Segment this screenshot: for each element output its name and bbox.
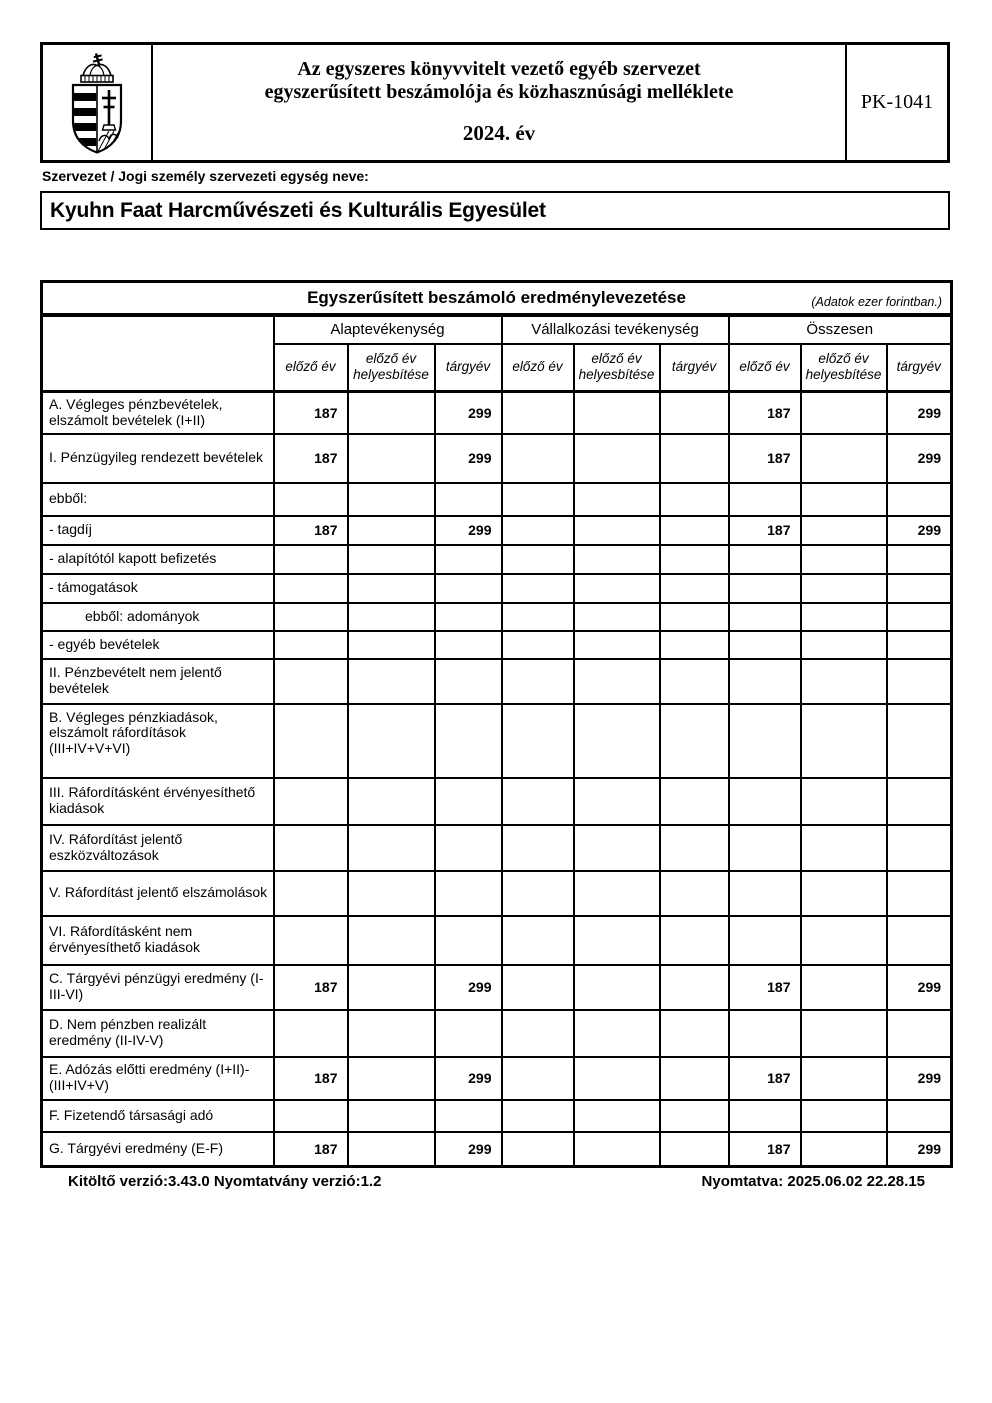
form-title-block bbox=[153, 45, 845, 160]
value-cell: 187 bbox=[274, 965, 348, 1010]
value-cell bbox=[574, 659, 660, 704]
table-row bbox=[42, 965, 952, 1010]
value-cell: 299 bbox=[435, 965, 502, 1010]
value-cell bbox=[274, 825, 348, 871]
value-cell bbox=[502, 1100, 574, 1132]
value-cell bbox=[435, 916, 502, 965]
value-cell bbox=[502, 545, 574, 574]
value-cell bbox=[348, 965, 435, 1010]
column-subheader: tárgyév bbox=[887, 344, 952, 392]
table-row bbox=[42, 1100, 952, 1132]
value-cell bbox=[348, 545, 435, 574]
value-cell bbox=[502, 1132, 574, 1167]
value-cell bbox=[502, 434, 574, 483]
value-cell: 187 bbox=[274, 1132, 348, 1167]
table-row bbox=[42, 704, 952, 778]
value-cell bbox=[574, 825, 660, 871]
value-cell bbox=[574, 871, 660, 916]
value-cell bbox=[348, 603, 435, 631]
value-cell bbox=[574, 545, 660, 574]
value-cell bbox=[729, 659, 801, 704]
value-cell bbox=[729, 916, 801, 965]
table-title: Egyszerűsített beszámoló eredménylevezetése bbox=[307, 287, 686, 307]
value-cell bbox=[660, 1132, 729, 1167]
form-title-line1: Az egyszeres könyvvitelt vezető egyéb szervezet bbox=[297, 58, 701, 80]
value-cell bbox=[574, 603, 660, 631]
value-cell bbox=[660, 631, 729, 659]
row-label: II. Pénzbevételt nem jelentő bevételek bbox=[42, 659, 274, 704]
value-cell bbox=[502, 631, 574, 659]
column-group-alaptevekenyseg: Alaptevékenység bbox=[274, 315, 502, 344]
value-cell: 299 bbox=[887, 516, 952, 545]
value-cell bbox=[801, 916, 887, 965]
row-label: E. Adózás előtti eredmény (I+II)-(III+IV+V) bbox=[42, 1057, 274, 1100]
value-cell bbox=[887, 1010, 952, 1057]
value-cell: 299 bbox=[435, 1132, 502, 1167]
value-cell: 187 bbox=[729, 1057, 801, 1100]
value-cell bbox=[801, 1010, 887, 1057]
value-cell bbox=[348, 1010, 435, 1057]
value-cell bbox=[801, 704, 887, 778]
value-cell bbox=[729, 871, 801, 916]
value-cell: 299 bbox=[887, 1057, 952, 1100]
value-cell bbox=[660, 545, 729, 574]
value-cell bbox=[502, 1057, 574, 1100]
row-label: I. Pénzügyileg rendezett bevételek bbox=[42, 434, 274, 483]
value-cell bbox=[348, 392, 435, 434]
value-cell bbox=[801, 871, 887, 916]
value-cell bbox=[660, 871, 729, 916]
value-cell bbox=[348, 1132, 435, 1167]
column-group-row bbox=[42, 315, 952, 344]
value-cell bbox=[574, 1010, 660, 1057]
value-cell: 299 bbox=[435, 434, 502, 483]
value-cell bbox=[502, 871, 574, 916]
value-cell: 299 bbox=[435, 1057, 502, 1100]
value-cell bbox=[729, 1100, 801, 1132]
value-cell bbox=[729, 1010, 801, 1057]
value-cell bbox=[801, 1100, 887, 1132]
column-subheader: előző év helyesbítése bbox=[348, 344, 435, 392]
value-cell bbox=[348, 704, 435, 778]
value-cell: 299 bbox=[887, 1132, 952, 1167]
value-cell bbox=[660, 704, 729, 778]
value-cell: 187 bbox=[729, 392, 801, 434]
value-cell bbox=[348, 1057, 435, 1100]
value-cell bbox=[435, 871, 502, 916]
value-cell bbox=[274, 916, 348, 965]
table-row bbox=[42, 825, 952, 871]
row-label: G. Tárgyévi eredmény (E-F) bbox=[42, 1132, 274, 1167]
value-cell: 187 bbox=[274, 516, 348, 545]
value-cell bbox=[801, 545, 887, 574]
value-cell: 187 bbox=[729, 965, 801, 1010]
row-label: - tagdíj bbox=[42, 516, 274, 545]
value-cell bbox=[502, 1010, 574, 1057]
value-cell bbox=[660, 778, 729, 825]
table-row bbox=[42, 871, 952, 916]
value-cell: 187 bbox=[274, 434, 348, 483]
print-timestamp: Nyomtatva: 2025.06.02 22.28.15 bbox=[701, 1173, 925, 1190]
value-cell bbox=[660, 516, 729, 545]
value-cell bbox=[435, 704, 502, 778]
value-cell: 187 bbox=[274, 1057, 348, 1100]
form-title-line2: egyszerűsített beszámolója és közhasznúsági melléklete bbox=[264, 81, 734, 103]
org-name: Kyuhn Faat Harcművészeti és Kulturális Egyesület bbox=[50, 198, 546, 222]
value-cell bbox=[729, 574, 801, 603]
value-cell bbox=[502, 659, 574, 704]
value-cell bbox=[801, 483, 887, 516]
table-row bbox=[42, 1132, 952, 1167]
table-row bbox=[42, 603, 952, 631]
value-cell bbox=[729, 483, 801, 516]
value-cell bbox=[435, 825, 502, 871]
value-cell bbox=[729, 603, 801, 631]
value-cell bbox=[887, 704, 952, 778]
form-header bbox=[40, 42, 950, 163]
value-cell bbox=[435, 659, 502, 704]
value-cell bbox=[729, 778, 801, 825]
value-cell bbox=[502, 603, 574, 631]
unit-note: (Adatok ezer forintban.) bbox=[811, 294, 943, 309]
value-cell bbox=[574, 1100, 660, 1132]
value-cell bbox=[348, 916, 435, 965]
column-subheader: előző év helyesbítése bbox=[801, 344, 887, 392]
table-row bbox=[42, 1010, 952, 1057]
value-cell bbox=[887, 1100, 952, 1132]
value-cell bbox=[274, 871, 348, 916]
column-subheader: előző év bbox=[729, 344, 801, 392]
value-cell bbox=[502, 392, 574, 434]
value-cell bbox=[274, 1010, 348, 1057]
value-cell bbox=[274, 631, 348, 659]
row-label: C. Tárgyévi pénzügyi eredmény (I-III-VI) bbox=[42, 965, 274, 1010]
row-label: A. Végleges pénzbevételek, elszámolt bevételek (I+II) bbox=[42, 392, 274, 434]
results-table bbox=[40, 280, 953, 1168]
value-cell bbox=[801, 516, 887, 545]
value-cell bbox=[574, 965, 660, 1010]
value-cell bbox=[660, 1010, 729, 1057]
value-cell bbox=[348, 483, 435, 516]
coat-of-arms-icon bbox=[57, 51, 137, 155]
row-label: F. Fizetendő társasági adó bbox=[42, 1100, 274, 1132]
value-cell bbox=[887, 825, 952, 871]
org-name-box bbox=[40, 191, 950, 230]
row-label: IV. Ráfordítást jelentő eszközváltozások bbox=[42, 825, 274, 871]
column-subheader: tárgyév bbox=[435, 344, 502, 392]
row-label: B. Végleges pénzkiadások, elszámolt ráfordítások (III+IV+V+VI) bbox=[42, 704, 274, 778]
value-cell bbox=[574, 1132, 660, 1167]
value-cell bbox=[435, 1010, 502, 1057]
value-cell bbox=[887, 603, 952, 631]
row-label: V. Ráfordítást jelentő elszámolások bbox=[42, 871, 274, 916]
value-cell: 187 bbox=[729, 516, 801, 545]
row-label: ebből: adományok bbox=[42, 603, 274, 631]
table-row bbox=[42, 392, 952, 434]
value-cell bbox=[435, 574, 502, 603]
value-cell bbox=[887, 545, 952, 574]
value-cell bbox=[274, 704, 348, 778]
value-cell bbox=[574, 631, 660, 659]
value-cell bbox=[348, 1100, 435, 1132]
value-cell bbox=[887, 483, 952, 516]
table-row bbox=[42, 778, 952, 825]
value-cell bbox=[435, 545, 502, 574]
value-cell bbox=[887, 871, 952, 916]
value-cell bbox=[502, 778, 574, 825]
value-cell bbox=[660, 574, 729, 603]
value-cell bbox=[729, 825, 801, 871]
value-cell bbox=[502, 574, 574, 603]
value-cell bbox=[660, 434, 729, 483]
value-cell bbox=[348, 516, 435, 545]
value-cell bbox=[801, 965, 887, 1010]
value-cell bbox=[435, 603, 502, 631]
value-cell bbox=[887, 659, 952, 704]
value-cell bbox=[660, 825, 729, 871]
coat-of-arms-logo bbox=[43, 45, 153, 160]
row-label: III. Ráfordításként érvényesíthető kiadások bbox=[42, 778, 274, 825]
value-cell bbox=[660, 1100, 729, 1132]
table-row bbox=[42, 574, 952, 603]
value-cell bbox=[574, 483, 660, 516]
version-info: Kitöltő verzió:3.43.0 Nyomtatvány verzió:1.2 bbox=[68, 1173, 382, 1190]
value-cell bbox=[801, 434, 887, 483]
column-subheader: előző év bbox=[502, 344, 574, 392]
value-cell bbox=[801, 631, 887, 659]
table-title-row bbox=[42, 282, 952, 315]
value-cell bbox=[348, 659, 435, 704]
table-row bbox=[42, 545, 952, 574]
value-cell bbox=[348, 631, 435, 659]
value-cell bbox=[574, 916, 660, 965]
value-cell bbox=[348, 434, 435, 483]
column-group-osszesen: Összesen bbox=[729, 315, 952, 344]
value-cell: 299 bbox=[435, 392, 502, 434]
org-name-label: Szervezet / Jogi személy szervezeti egység neve: bbox=[42, 168, 369, 184]
value-cell: 299 bbox=[887, 965, 952, 1010]
corner-cell bbox=[42, 315, 274, 392]
value-cell bbox=[274, 483, 348, 516]
value-cell bbox=[660, 1057, 729, 1100]
value-cell bbox=[274, 574, 348, 603]
value-cell bbox=[502, 965, 574, 1010]
value-cell bbox=[274, 603, 348, 631]
value-cell bbox=[348, 825, 435, 871]
value-cell bbox=[502, 516, 574, 545]
value-cell: 299 bbox=[435, 516, 502, 545]
value-cell bbox=[574, 574, 660, 603]
value-cell bbox=[729, 704, 801, 778]
value-cell bbox=[435, 1100, 502, 1132]
row-label: ebből: bbox=[42, 483, 274, 516]
column-group-vallalkozasi: Vállalkozási tevékenység bbox=[502, 315, 729, 344]
value-cell bbox=[801, 392, 887, 434]
value-cell bbox=[660, 603, 729, 631]
row-label: - támogatások bbox=[42, 574, 274, 603]
value-cell bbox=[801, 1132, 887, 1167]
value-cell bbox=[801, 778, 887, 825]
value-cell bbox=[348, 574, 435, 603]
value-cell bbox=[801, 1057, 887, 1100]
value-cell bbox=[660, 659, 729, 704]
row-label: - egyéb bevételek bbox=[42, 631, 274, 659]
value-cell bbox=[574, 434, 660, 483]
value-cell bbox=[801, 603, 887, 631]
value-cell bbox=[274, 1100, 348, 1132]
column-subheader: tárgyév bbox=[660, 344, 729, 392]
row-label: VI. Ráfordításként nem érvényesíthető kiadások bbox=[42, 916, 274, 965]
value-cell: 299 bbox=[887, 434, 952, 483]
table-row bbox=[42, 1057, 952, 1100]
value-cell bbox=[435, 631, 502, 659]
value-cell bbox=[801, 659, 887, 704]
value-cell bbox=[887, 574, 952, 603]
column-subheader: előző év bbox=[274, 344, 348, 392]
value-cell bbox=[729, 631, 801, 659]
value-cell bbox=[435, 483, 502, 516]
value-cell bbox=[502, 916, 574, 965]
value-cell bbox=[574, 392, 660, 434]
value-cell bbox=[502, 825, 574, 871]
value-cell bbox=[801, 574, 887, 603]
value-cell bbox=[435, 778, 502, 825]
value-cell bbox=[887, 778, 952, 825]
value-cell bbox=[574, 516, 660, 545]
value-cell bbox=[274, 545, 348, 574]
value-cell bbox=[660, 965, 729, 1010]
table-row bbox=[42, 483, 952, 516]
form-year: 2024. év bbox=[462, 121, 536, 145]
table-body bbox=[42, 392, 952, 1167]
row-label: - alapítótól kapott befizetés bbox=[42, 545, 274, 574]
value-cell bbox=[887, 631, 952, 659]
value-cell: 187 bbox=[274, 392, 348, 434]
value-cell bbox=[660, 483, 729, 516]
value-cell bbox=[660, 916, 729, 965]
table-row bbox=[42, 516, 952, 545]
value-cell: 299 bbox=[887, 392, 952, 434]
value-cell bbox=[574, 704, 660, 778]
value-cell: 187 bbox=[729, 1132, 801, 1167]
table-row bbox=[42, 434, 952, 483]
column-subheader: előző év helyesbítése bbox=[574, 344, 660, 392]
form-code: PK-1041 bbox=[845, 45, 947, 160]
value-cell bbox=[274, 778, 348, 825]
row-label: D. Nem pénzben realizált eredmény (II-IV-V) bbox=[42, 1010, 274, 1057]
table-row bbox=[42, 659, 952, 704]
value-cell bbox=[348, 778, 435, 825]
table-row bbox=[42, 916, 952, 965]
value-cell bbox=[801, 825, 887, 871]
value-cell bbox=[502, 704, 574, 778]
value-cell bbox=[574, 1057, 660, 1100]
value-cell bbox=[729, 545, 801, 574]
value-cell bbox=[502, 483, 574, 516]
table-row bbox=[42, 631, 952, 659]
value-cell: 187 bbox=[729, 434, 801, 483]
value-cell bbox=[574, 778, 660, 825]
value-cell bbox=[887, 916, 952, 965]
value-cell bbox=[660, 392, 729, 434]
value-cell bbox=[348, 871, 435, 916]
table-title-cell bbox=[42, 282, 952, 315]
value-cell bbox=[274, 659, 348, 704]
